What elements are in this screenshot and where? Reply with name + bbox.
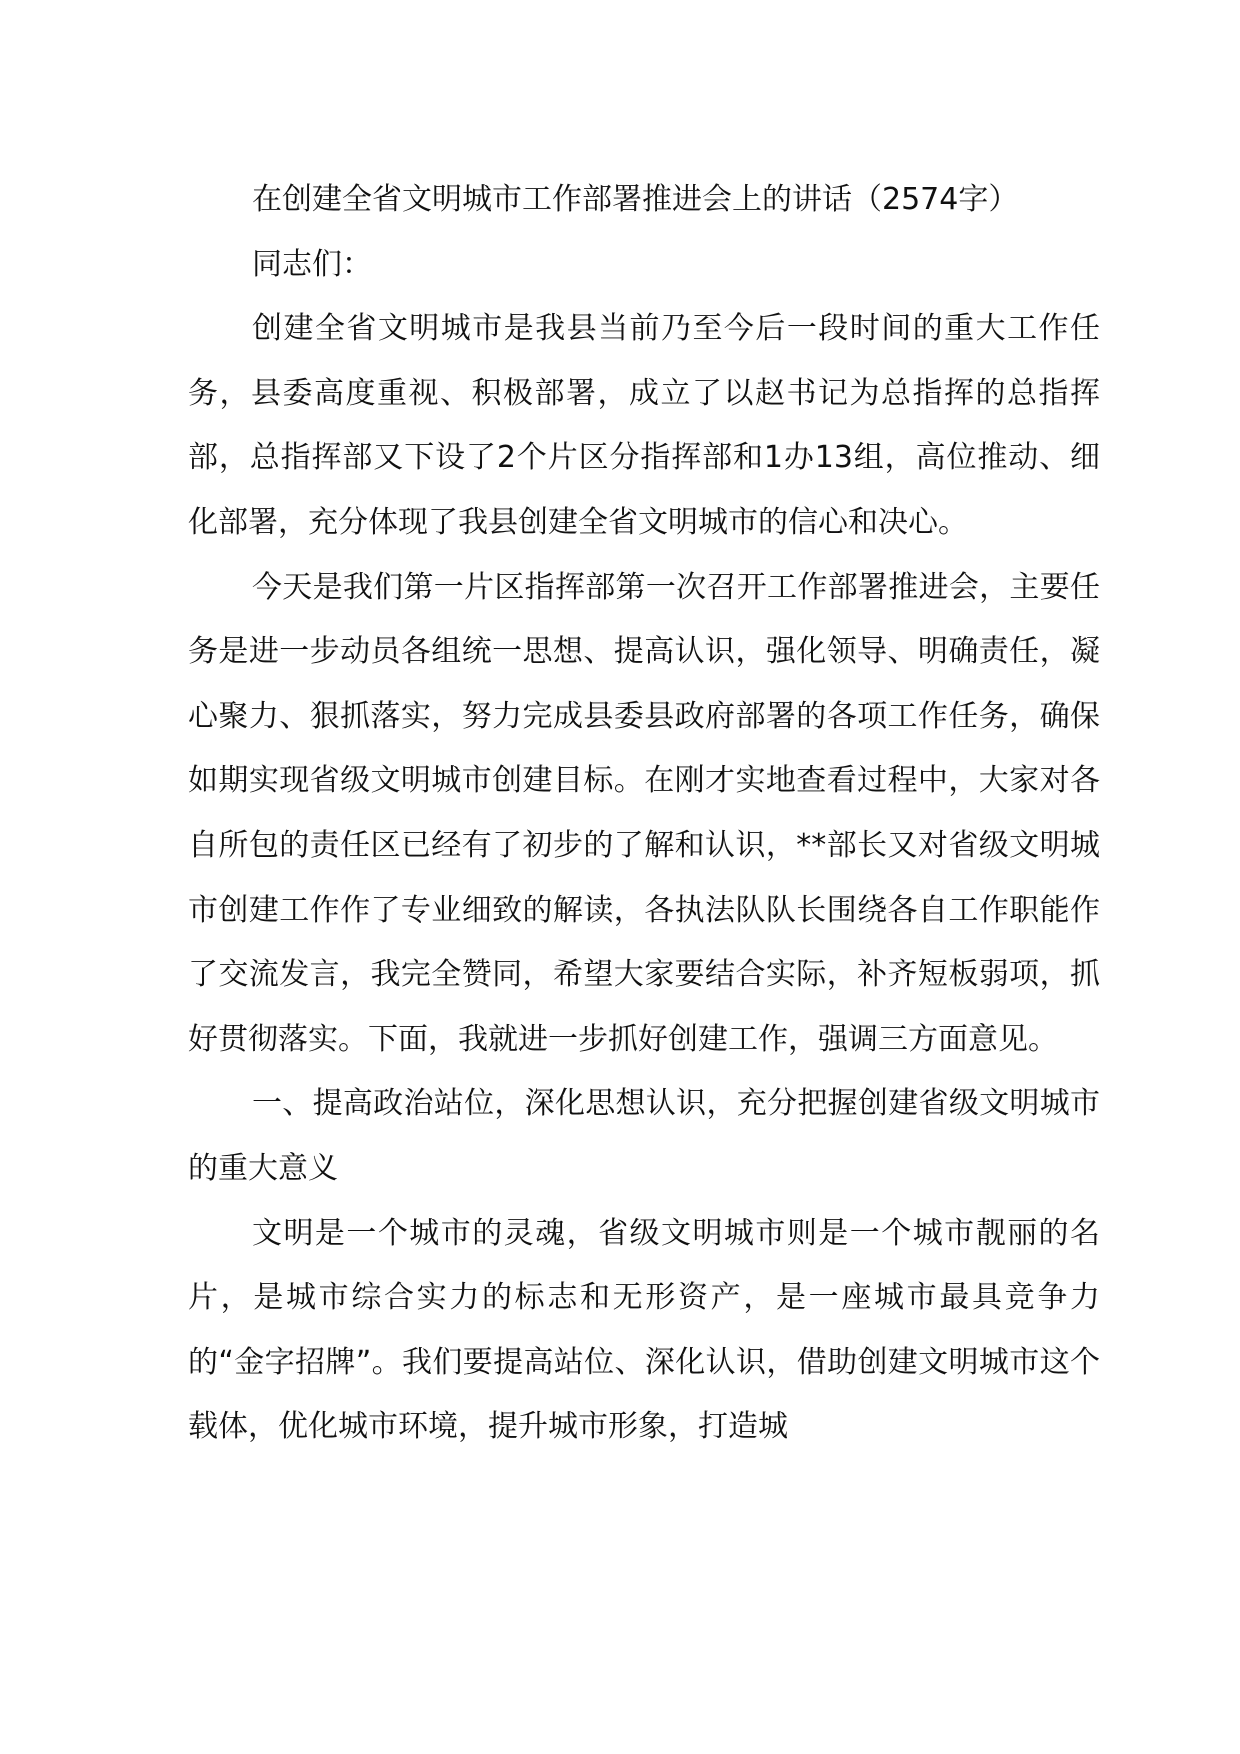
paragraph-meeting: 今天是我们第一片区指挥部第一次召开工作部署推进会，主要任务是进一步动员各组统一思想、提高认识，强化领导、明确责任，凝心聚力、狠抓落实，努力完成县委县政府部署的各项工作任务，确保如期实现省级文明城市创建目标。在刚才实地查看过程中，大家对各自所包的责任区已经有了初步的了解和认识，**部长又对省级文明城市创建工作作了专业细致的解读，各执法队队长围绕各自工作职能作了交流发言，我完全赞同，希望大家要结合实际，补齐短板弱项，抓好贯彻落实。下面，我就进一步抓好创建工作，强调三方面意见。 <box>188 569 1100 1057</box>
document-title: 在创建全省文明城市工作部署推进会上的讲话（2574字） <box>252 182 1019 217</box>
section-heading-1: 一、提高政治站位，深化思想认识，充分把握创建省级文明城市的重大意义 <box>188 1086 1100 1186</box>
paragraph-civilization: 文明是一个城市的灵魂，省级文明城市则是一个城市靓丽的名片，是城市综合实力的标志和无形资产，是一座城市最具竞争力的“金字招牌”。我们要提高站位、深化认识，借助创建文明城市这个载体，优化城市环境，提升城市形象，打造城 <box>188 1215 1100 1445</box>
paragraph-intro: 创建全省文明城市是我县当前乃至今后一段时间的重大工作任务，县委高度重视、积极部署，成立了以赵书记为总指挥的总指挥部，总指挥部又下设了2个片区分指挥部和1办13组，高位推动、细化部署，充分体现了我县创建全省文明城市的信心和决心。 <box>188 311 1100 540</box>
salutation: 同志们： <box>252 246 372 282</box>
document-page <box>188 168 1100 1460</box>
